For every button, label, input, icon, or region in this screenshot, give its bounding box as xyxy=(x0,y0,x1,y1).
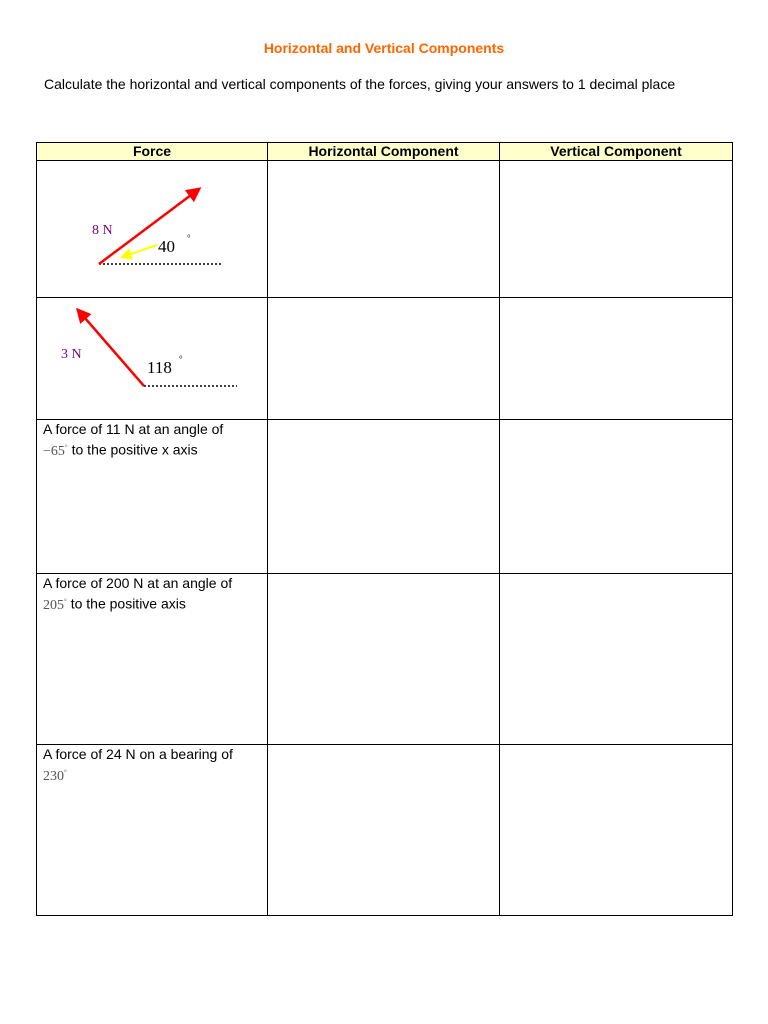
horizontal-answer-cell[interactable] xyxy=(268,298,500,420)
table-header-row xyxy=(37,143,733,161)
horizontal-answer-cell[interactable] xyxy=(268,420,500,574)
header-force: Force xyxy=(37,143,268,161)
angle-value: −65 xyxy=(43,443,65,459)
force-description xyxy=(37,574,267,615)
horizontal-answer-cell[interactable] xyxy=(268,745,500,916)
force-text-after: to the positive axis xyxy=(66,595,186,612)
force-diagram-8n xyxy=(37,161,268,298)
degree-symbol: ° xyxy=(187,233,191,243)
angle-math xyxy=(43,769,67,784)
degree-symbol: ° xyxy=(64,597,67,605)
header-horizontal-component: Horizontal Component xyxy=(268,143,500,161)
instructions-text: Calculate the horizontal and vertical components of the forces, giving your answers to 1 decimal place xyxy=(44,76,676,92)
force-text-before: A force of 11 N at an angle of xyxy=(43,421,224,437)
degree-symbol: ° xyxy=(64,443,68,451)
force-cell-diagram-2 xyxy=(37,298,268,420)
table-row xyxy=(37,574,733,745)
force-description-cell xyxy=(37,745,268,916)
table-row xyxy=(37,420,733,574)
force-text-before: A force of 200 N at an angle of xyxy=(43,575,233,591)
angle-math xyxy=(43,598,67,613)
vertical-answer-cell[interactable] xyxy=(500,745,733,916)
angle-label: 40 xyxy=(158,237,175,256)
horizontal-answer-cell[interactable] xyxy=(268,574,500,745)
components-table xyxy=(36,142,733,916)
angle-label: 118 xyxy=(147,358,172,377)
angle-value: 205 xyxy=(43,597,64,613)
table-row xyxy=(37,161,733,298)
horizontal-answer-cell[interactable] xyxy=(268,161,500,298)
vertical-answer-cell[interactable] xyxy=(500,420,733,574)
force-vector-arrow xyxy=(99,189,199,264)
force-diagram-3n xyxy=(37,298,268,420)
force-description-cell xyxy=(37,574,268,745)
degree-symbol: ° xyxy=(64,768,67,776)
vertical-answer-cell[interactable] xyxy=(500,298,733,420)
header-vertical-component: Vertical Component xyxy=(500,143,733,161)
vertical-answer-cell[interactable] xyxy=(500,574,733,745)
force-text-after: to the positive x axis xyxy=(67,441,198,458)
force-description-cell xyxy=(37,420,268,574)
page-title: Horizontal and Vertical Components xyxy=(263,40,505,56)
force-text-before: A force of 24 N on a bearing of xyxy=(43,746,233,762)
angle-pointer-arrow xyxy=(122,245,157,257)
force-description xyxy=(37,420,267,461)
angle-math xyxy=(43,444,68,459)
angle-value: 230 xyxy=(43,768,64,784)
magnitude-label: 8 N xyxy=(92,223,113,238)
table-row xyxy=(37,298,733,420)
force-cell-diagram-1 xyxy=(37,161,268,298)
vertical-answer-cell[interactable] xyxy=(500,161,733,298)
force-vector-arrow xyxy=(78,310,144,386)
table-row xyxy=(37,745,733,916)
magnitude-label: 3 N xyxy=(61,347,82,362)
degree-symbol: ° xyxy=(179,354,183,364)
force-description xyxy=(37,745,267,786)
